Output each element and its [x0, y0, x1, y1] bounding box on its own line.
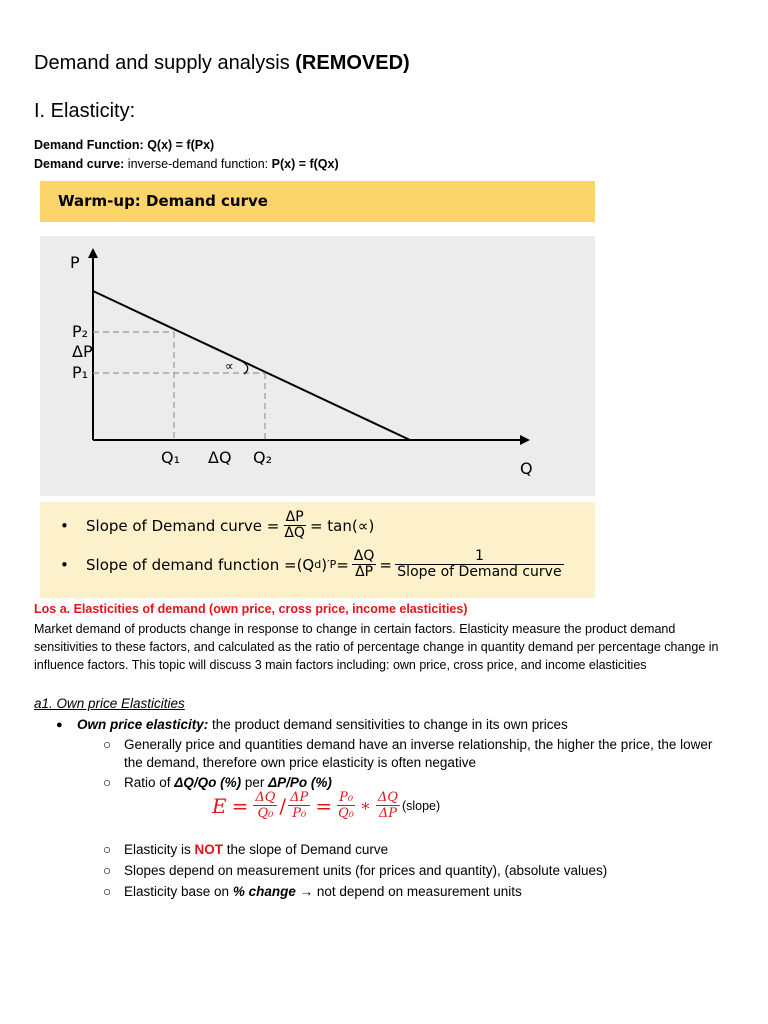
fraction: $\frac{\Delta P}{\Delta Q}$: [284, 509, 305, 541]
slope-box: [40, 502, 595, 598]
demand-curve-diagram: [40, 236, 595, 496]
intro-paragraph: Market demand of products change in response to change in certain factors. Elasticity measure the product demand sensitivities to these factors, and calculated as the ratio of percentage change in quantity demand per percentage change in influence factors. This topic will discuss 3 main factors including: own price, cross price, and income elasticities: [34, 622, 719, 673]
demand-curve-svg: [40, 236, 595, 496]
demand-curve-definition: Demand curve: inverse-demand function: P(x) = f(Qx): [34, 157, 339, 171]
y-axis-label: P: [70, 253, 80, 272]
bullet-percent-change: ○ Elasticity base on % change → not depend on measurement units: [103, 884, 522, 899]
elasticity-formula: E = $\frac{\Delta Q}{\text{Q₀}}$ / $\frac{\Delta P}{\text{P₀}}$ = $\frac{\text{P₀}}{\text{Q₀}}$ ∗ $\frac{\Delta Q}{\Delta P}$ (slope): [212, 790, 441, 821]
dp-label: ΔP: [72, 342, 93, 361]
y-axis-arrow: [88, 248, 98, 258]
page-title: Demand and supply analysis (REMOVED): [34, 52, 410, 74]
slope-demand-curve: • Slope of Demand curve = $\frac{\Delta P}{\Delta Q}$ = tan(∝): [60, 509, 375, 541]
demand-function-definition: Demand Function: Q(x) = f(Px): [34, 138, 215, 152]
dq-label: ΔQ: [208, 448, 232, 467]
fraction: $\frac{1}{\text{Slope of Demand curve}}$: [395, 549, 564, 580]
angle-label: ∝: [225, 359, 234, 373]
q2-label: Q₂: [253, 448, 273, 467]
demand-line: [93, 291, 410, 440]
bullet-not-slope: ○ Elasticity is NOT the slope of Demand curve: [103, 842, 389, 857]
p1-label: P₁: [72, 363, 89, 382]
x-axis-label: Q: [520, 459, 533, 478]
p2-label: P₂: [72, 322, 89, 341]
bullet-ratio: ○ Ratio of ΔQ/Qo (%) per ΔP/Po (%): [103, 775, 332, 790]
x-axis-arrow: [520, 435, 530, 445]
fraction: $\frac{\Delta Q}{\Delta P}$: [353, 548, 375, 580]
los-heading: Los a. Elasticities of demand (own price, cross price, income elasticities): [34, 602, 468, 616]
bullet-own-price: ● Own price elasticity: the product demand sensitivities to change in its own prices: [56, 717, 568, 732]
subheading: a1. Own price Elasticities: [34, 696, 185, 711]
bullet-slopes-depend: ○ Slopes depend on measurement units (for prices and quantity), (absolute values): [103, 863, 608, 878]
bullet-inverse: ○ Generally price and quantities demand have an inverse relationship, the higher the price, the lower the demand, therefore own price elasticity is often negative: [103, 737, 713, 770]
warmup-banner: Warm-up: Demand curve: [40, 181, 595, 222]
slope-demand-function: • Slope of demand function =(Q d ) ′ P = $\frac{\Delta Q}{\Delta P}$ = $\frac{1}{\text{Slope of Demand curve}}$: [60, 549, 567, 580]
section-heading: I. Elasticity:: [34, 100, 136, 122]
q1-label: Q₁: [161, 448, 181, 467]
